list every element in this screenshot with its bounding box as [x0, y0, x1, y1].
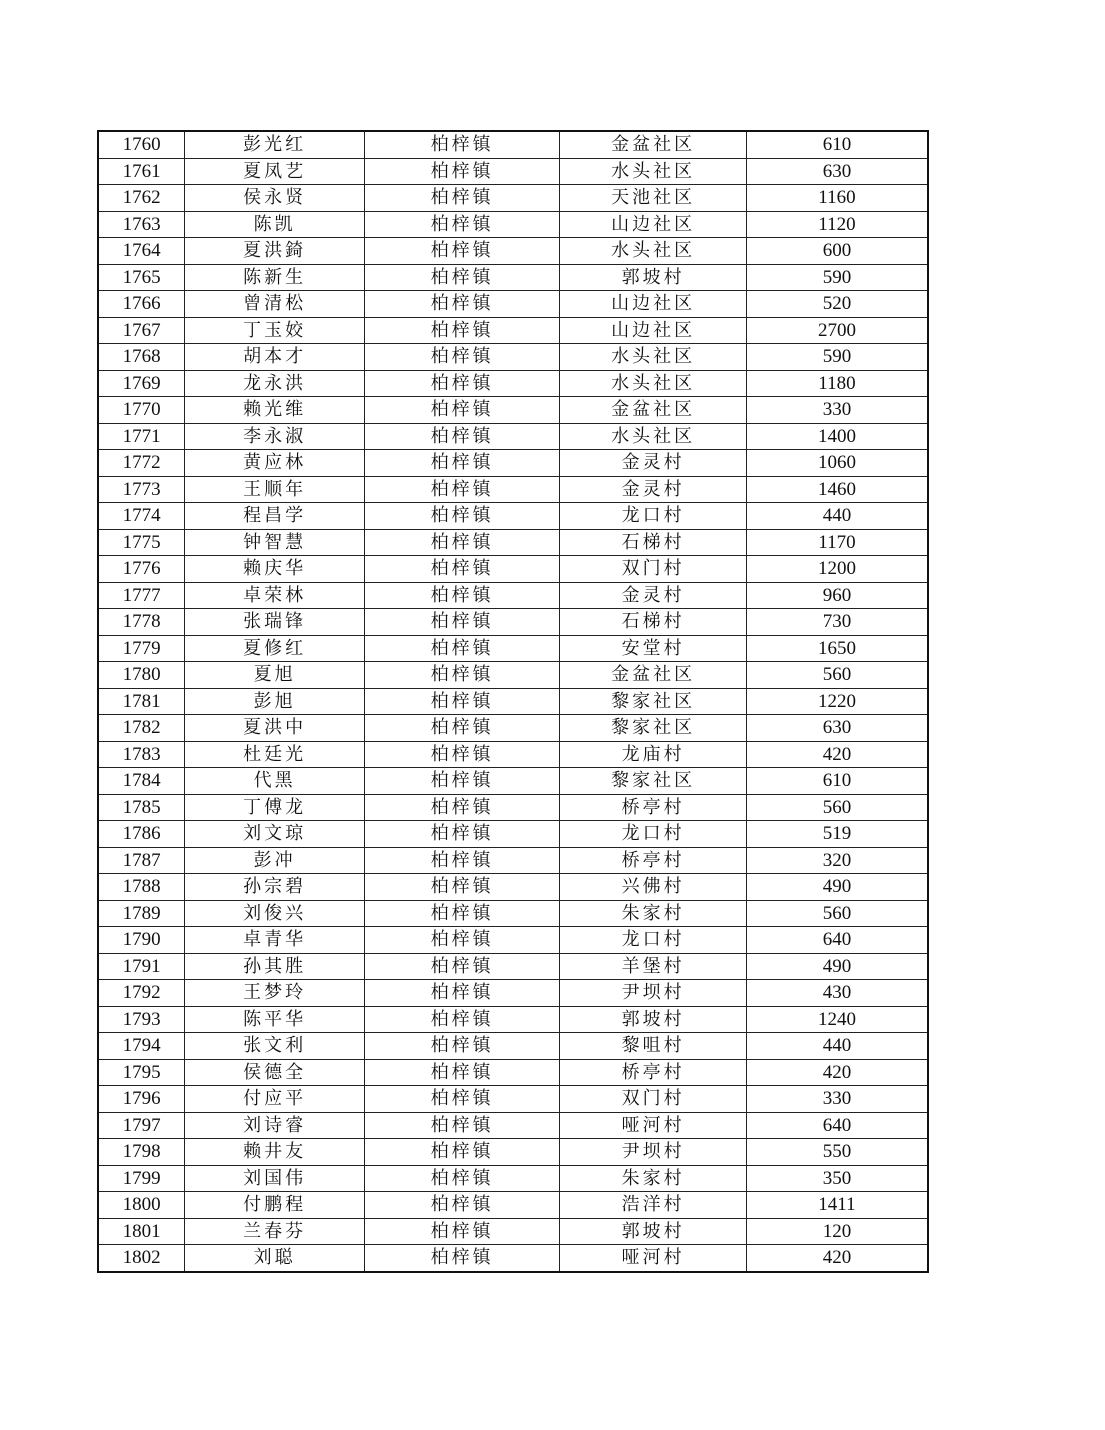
row-number-cell: 1800 [98, 1192, 185, 1219]
person-name-cell: 兰春芬 [185, 1218, 365, 1245]
town-cell: 柏梓镇 [364, 1139, 559, 1166]
town-cell: 柏梓镇 [364, 1086, 559, 1113]
table-row [98, 450, 928, 477]
amount-cell: 560 [746, 900, 928, 927]
village-cell: 桥亭村 [560, 1059, 747, 1086]
person-name-cell: 付应平 [185, 1086, 365, 1113]
town-cell: 柏梓镇 [364, 264, 559, 291]
town-cell: 柏梓镇 [364, 158, 559, 185]
town-cell: 柏梓镇 [364, 397, 559, 424]
table-row [98, 927, 928, 954]
person-name-cell: 夏洪錡 [185, 238, 365, 265]
village-cell: 天池社区 [560, 185, 747, 212]
amount-cell: 120 [746, 1218, 928, 1245]
amount-cell: 630 [746, 715, 928, 742]
person-name-cell: 钟智慧 [185, 529, 365, 556]
amount-cell: 320 [746, 847, 928, 874]
town-cell: 柏梓镇 [364, 1033, 559, 1060]
table-row [98, 874, 928, 901]
person-name-cell: 曾清松 [185, 291, 365, 318]
row-number-cell: 1785 [98, 794, 185, 821]
table-row [98, 847, 928, 874]
table-body [98, 131, 928, 1272]
table-row [98, 635, 928, 662]
town-cell: 柏梓镇 [364, 423, 559, 450]
town-cell: 柏梓镇 [364, 609, 559, 636]
person-name-cell: 黄应林 [185, 450, 365, 477]
village-cell: 水头社区 [560, 158, 747, 185]
table-row [98, 662, 928, 689]
amount-cell: 420 [746, 1245, 928, 1272]
person-name-cell: 彭旭 [185, 688, 365, 715]
amount-cell: 420 [746, 1059, 928, 1086]
town-cell: 柏梓镇 [364, 662, 559, 689]
row-number-cell: 1779 [98, 635, 185, 662]
town-cell: 柏梓镇 [364, 794, 559, 821]
village-cell: 金灵村 [560, 582, 747, 609]
row-number-cell: 1787 [98, 847, 185, 874]
person-name-cell: 张文利 [185, 1033, 365, 1060]
row-number-cell: 1794 [98, 1033, 185, 1060]
town-cell: 柏梓镇 [364, 238, 559, 265]
table-row [98, 1086, 928, 1113]
row-number-cell: 1802 [98, 1245, 185, 1272]
amount-cell: 1460 [746, 476, 928, 503]
amount-cell: 590 [746, 264, 928, 291]
town-cell: 柏梓镇 [364, 291, 559, 318]
row-number-cell: 1777 [98, 582, 185, 609]
amount-cell: 590 [746, 344, 928, 371]
row-number-cell: 1771 [98, 423, 185, 450]
village-cell: 郭坡村 [560, 1218, 747, 1245]
village-cell: 双门村 [560, 1086, 747, 1113]
village-cell: 金盆社区 [560, 662, 747, 689]
amount-cell: 630 [746, 158, 928, 185]
town-cell: 柏梓镇 [364, 688, 559, 715]
amount-cell: 520 [746, 291, 928, 318]
village-cell: 羊堡村 [560, 953, 747, 980]
amount-cell: 960 [746, 582, 928, 609]
village-cell: 郭坡村 [560, 264, 747, 291]
table-row [98, 1033, 928, 1060]
town-cell: 柏梓镇 [364, 1192, 559, 1219]
village-cell: 龙口村 [560, 821, 747, 848]
amount-cell: 2700 [746, 317, 928, 344]
row-number-cell: 1778 [98, 609, 185, 636]
row-number-cell: 1763 [98, 211, 185, 238]
person-name-cell: 刘俊兴 [185, 900, 365, 927]
town-cell: 柏梓镇 [364, 847, 559, 874]
person-name-cell: 侯德全 [185, 1059, 365, 1086]
town-cell: 柏梓镇 [364, 582, 559, 609]
town-cell: 柏梓镇 [364, 874, 559, 901]
amount-cell: 560 [746, 794, 928, 821]
row-number-cell: 1760 [98, 131, 185, 158]
amount-cell: 490 [746, 953, 928, 980]
table-row [98, 768, 928, 795]
table-row [98, 1218, 928, 1245]
row-number-cell: 1776 [98, 556, 185, 583]
town-cell: 柏梓镇 [364, 529, 559, 556]
person-name-cell: 孙宗碧 [185, 874, 365, 901]
row-number-cell: 1764 [98, 238, 185, 265]
village-cell: 金灵村 [560, 450, 747, 477]
row-number-cell: 1761 [98, 158, 185, 185]
row-number-cell: 1765 [98, 264, 185, 291]
person-name-cell: 刘文琼 [185, 821, 365, 848]
amount-cell: 640 [746, 927, 928, 954]
amount-cell: 1411 [746, 1192, 928, 1219]
person-name-cell: 胡本才 [185, 344, 365, 371]
row-number-cell: 1792 [98, 980, 185, 1007]
village-cell: 水头社区 [560, 423, 747, 450]
town-cell: 柏梓镇 [364, 1165, 559, 1192]
table-row [98, 344, 928, 371]
village-cell: 朱家村 [560, 1165, 747, 1192]
person-name-cell: 卓荣林 [185, 582, 365, 609]
table-row [98, 131, 928, 158]
amount-cell: 440 [746, 503, 928, 530]
table-row [98, 158, 928, 185]
row-number-cell: 1772 [98, 450, 185, 477]
village-cell: 山边社区 [560, 211, 747, 238]
town-cell: 柏梓镇 [364, 1006, 559, 1033]
row-number-cell: 1770 [98, 397, 185, 424]
amount-cell: 430 [746, 980, 928, 1007]
village-cell: 龙口村 [560, 503, 747, 530]
amount-cell: 330 [746, 1086, 928, 1113]
amount-cell: 730 [746, 609, 928, 636]
person-name-cell: 张瑞锋 [185, 609, 365, 636]
table-row [98, 211, 928, 238]
table-row [98, 423, 928, 450]
town-cell: 柏梓镇 [364, 476, 559, 503]
village-cell: 黎家社区 [560, 688, 747, 715]
table-row [98, 821, 928, 848]
row-number-cell: 1769 [98, 370, 185, 397]
town-cell: 柏梓镇 [364, 370, 559, 397]
town-cell: 柏梓镇 [364, 503, 559, 530]
village-cell: 水头社区 [560, 238, 747, 265]
person-name-cell: 夏旭 [185, 662, 365, 689]
table-row [98, 1245, 928, 1272]
town-cell: 柏梓镇 [364, 131, 559, 158]
amount-cell: 330 [746, 397, 928, 424]
table-row [98, 1006, 928, 1033]
person-name-cell: 代黑 [185, 768, 365, 795]
person-name-cell: 赖庆华 [185, 556, 365, 583]
person-name-cell: 付鹏程 [185, 1192, 365, 1219]
amount-cell: 1160 [746, 185, 928, 212]
table-row [98, 1059, 928, 1086]
person-name-cell: 侯永贤 [185, 185, 365, 212]
town-cell: 柏梓镇 [364, 980, 559, 1007]
amount-cell: 490 [746, 874, 928, 901]
table-row [98, 476, 928, 503]
town-cell: 柏梓镇 [364, 556, 559, 583]
town-cell: 柏梓镇 [364, 768, 559, 795]
table-row [98, 900, 928, 927]
village-cell: 水头社区 [560, 370, 747, 397]
row-number-cell: 1766 [98, 291, 185, 318]
row-number-cell: 1793 [98, 1006, 185, 1033]
records-table [97, 130, 929, 1273]
town-cell: 柏梓镇 [364, 450, 559, 477]
village-cell: 龙庙村 [560, 741, 747, 768]
village-cell: 龙口村 [560, 927, 747, 954]
amount-cell: 1650 [746, 635, 928, 662]
person-name-cell: 赖井友 [185, 1139, 365, 1166]
row-number-cell: 1798 [98, 1139, 185, 1166]
amount-cell: 550 [746, 1139, 928, 1166]
row-number-cell: 1799 [98, 1165, 185, 1192]
row-number-cell: 1782 [98, 715, 185, 742]
town-cell: 柏梓镇 [364, 211, 559, 238]
row-number-cell: 1775 [98, 529, 185, 556]
village-cell: 桥亭村 [560, 794, 747, 821]
row-number-cell: 1783 [98, 741, 185, 768]
person-name-cell: 夏洪中 [185, 715, 365, 742]
table-row [98, 370, 928, 397]
person-name-cell: 陈平华 [185, 1006, 365, 1033]
person-name-cell: 彭光红 [185, 131, 365, 158]
town-cell: 柏梓镇 [364, 317, 559, 344]
village-cell: 尹坝村 [560, 1139, 747, 1166]
town-cell: 柏梓镇 [364, 741, 559, 768]
village-cell: 黎咀村 [560, 1033, 747, 1060]
table-row [98, 715, 928, 742]
amount-cell: 1240 [746, 1006, 928, 1033]
person-name-cell: 刘国伟 [185, 1165, 365, 1192]
village-cell: 安堂村 [560, 635, 747, 662]
row-number-cell: 1788 [98, 874, 185, 901]
town-cell: 柏梓镇 [364, 185, 559, 212]
table-row [98, 529, 928, 556]
village-cell: 尹坝村 [560, 980, 747, 1007]
town-cell: 柏梓镇 [364, 635, 559, 662]
village-cell: 金灵村 [560, 476, 747, 503]
person-name-cell: 夏凤艺 [185, 158, 365, 185]
person-name-cell: 陈新生 [185, 264, 365, 291]
row-number-cell: 1768 [98, 344, 185, 371]
town-cell: 柏梓镇 [364, 1059, 559, 1086]
table-row [98, 1112, 928, 1139]
row-number-cell: 1762 [98, 185, 185, 212]
town-cell: 柏梓镇 [364, 344, 559, 371]
amount-cell: 1180 [746, 370, 928, 397]
table-row [98, 238, 928, 265]
town-cell: 柏梓镇 [364, 1112, 559, 1139]
row-number-cell: 1774 [98, 503, 185, 530]
table-row [98, 556, 928, 583]
amount-cell: 560 [746, 662, 928, 689]
row-number-cell: 1767 [98, 317, 185, 344]
row-number-cell: 1791 [98, 953, 185, 980]
table-row [98, 317, 928, 344]
person-name-cell: 丁傅龙 [185, 794, 365, 821]
table-row [98, 291, 928, 318]
person-name-cell: 王梦玲 [185, 980, 365, 1007]
table-row [98, 1139, 928, 1166]
amount-cell: 519 [746, 821, 928, 848]
amount-cell: 440 [746, 1033, 928, 1060]
table-row [98, 1192, 928, 1219]
village-cell: 黎家社区 [560, 768, 747, 795]
person-name-cell: 程昌学 [185, 503, 365, 530]
village-cell: 金盆社区 [560, 131, 747, 158]
person-name-cell: 赖光维 [185, 397, 365, 424]
village-cell: 浩洋村 [560, 1192, 747, 1219]
person-name-cell: 卓青华 [185, 927, 365, 954]
person-name-cell: 孙其胜 [185, 953, 365, 980]
table-row [98, 185, 928, 212]
village-cell: 山边社区 [560, 291, 747, 318]
row-number-cell: 1797 [98, 1112, 185, 1139]
row-number-cell: 1796 [98, 1086, 185, 1113]
amount-cell: 1060 [746, 450, 928, 477]
table-row [98, 582, 928, 609]
amount-cell: 1200 [746, 556, 928, 583]
village-cell: 哑河村 [560, 1245, 747, 1272]
person-name-cell: 陈凯 [185, 211, 365, 238]
person-name-cell: 刘聪 [185, 1245, 365, 1272]
table-row [98, 1165, 928, 1192]
table-row [98, 953, 928, 980]
amount-cell: 610 [746, 768, 928, 795]
row-number-cell: 1784 [98, 768, 185, 795]
person-name-cell: 李永淑 [185, 423, 365, 450]
town-cell: 柏梓镇 [364, 953, 559, 980]
amount-cell: 640 [746, 1112, 928, 1139]
person-name-cell: 刘诗睿 [185, 1112, 365, 1139]
amount-cell: 1120 [746, 211, 928, 238]
amount-cell: 1400 [746, 423, 928, 450]
village-cell: 兴佛村 [560, 874, 747, 901]
person-name-cell: 龙永洪 [185, 370, 365, 397]
person-name-cell: 丁玉姣 [185, 317, 365, 344]
town-cell: 柏梓镇 [364, 821, 559, 848]
row-number-cell: 1780 [98, 662, 185, 689]
town-cell: 柏梓镇 [364, 1245, 559, 1272]
table-row [98, 980, 928, 1007]
amount-cell: 600 [746, 238, 928, 265]
row-number-cell: 1795 [98, 1059, 185, 1086]
village-cell: 桥亭村 [560, 847, 747, 874]
amount-cell: 1220 [746, 688, 928, 715]
village-cell: 金盆社区 [560, 397, 747, 424]
table-row [98, 688, 928, 715]
village-cell: 石梯村 [560, 609, 747, 636]
table-row [98, 609, 928, 636]
amount-cell: 350 [746, 1165, 928, 1192]
village-cell: 哑河村 [560, 1112, 747, 1139]
person-name-cell: 杜廷光 [185, 741, 365, 768]
amount-cell: 420 [746, 741, 928, 768]
table-row [98, 503, 928, 530]
table-row [98, 741, 928, 768]
row-number-cell: 1789 [98, 900, 185, 927]
town-cell: 柏梓镇 [364, 715, 559, 742]
village-cell: 朱家村 [560, 900, 747, 927]
row-number-cell: 1773 [98, 476, 185, 503]
row-number-cell: 1786 [98, 821, 185, 848]
amount-cell: 610 [746, 131, 928, 158]
town-cell: 柏梓镇 [364, 1218, 559, 1245]
table-row [98, 794, 928, 821]
town-cell: 柏梓镇 [364, 900, 559, 927]
village-cell: 石梯村 [560, 529, 747, 556]
village-cell: 黎家社区 [560, 715, 747, 742]
row-number-cell: 1781 [98, 688, 185, 715]
row-number-cell: 1790 [98, 927, 185, 954]
town-cell: 柏梓镇 [364, 927, 559, 954]
village-cell: 水头社区 [560, 344, 747, 371]
village-cell: 郭坡村 [560, 1006, 747, 1033]
amount-cell: 1170 [746, 529, 928, 556]
row-number-cell: 1801 [98, 1218, 185, 1245]
village-cell: 山边社区 [560, 317, 747, 344]
table-row [98, 264, 928, 291]
person-name-cell: 夏修红 [185, 635, 365, 662]
village-cell: 双门村 [560, 556, 747, 583]
table-row [98, 397, 928, 424]
person-name-cell: 王顺年 [185, 476, 365, 503]
person-name-cell: 彭冲 [185, 847, 365, 874]
